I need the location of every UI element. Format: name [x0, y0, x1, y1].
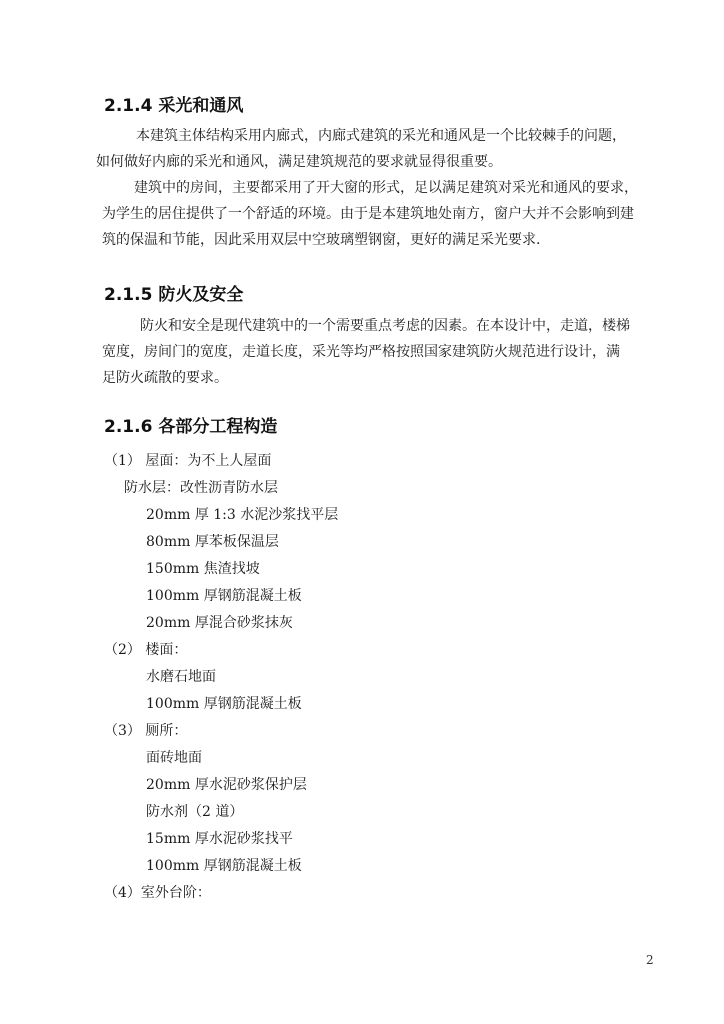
paragraph-line: 建筑中的房间，主要都采用了开大窗的形式，足以满足建筑对采光和通风的要求，: [134, 180, 638, 196]
paragraph-line: 如何做好内廊的采光和通风，满足建筑规范的要求就显得很重要。: [96, 154, 502, 170]
paragraph-line: 足防火疏散的要求。: [102, 370, 228, 386]
list-item: 80mm 厚苯板保温层: [146, 534, 279, 550]
section-heading-2-1-4: 2.1.4 采光和通风: [104, 96, 244, 116]
paragraph-line: 本建筑主体结构采用内廊式，内廊式建筑的采光和通风是一个比较棘手的问题，: [136, 128, 626, 144]
paragraph-line: 防火和安全是现代建筑中的一个需要重点考虑的因素。在本设计中，走道，楼梯: [140, 318, 630, 334]
paragraph-line: 宽度，房间门的宽度，走道长度，采光等均严格按照国家建筑防火规范进行设计，满: [102, 344, 620, 360]
list-item-toilet: （3） 厕所：: [104, 723, 188, 739]
list-item: 100mm 厚钢筋混凝土板: [146, 858, 302, 874]
paragraph-lighting-ventilation: [96, 123, 664, 253]
list-item: 20mm 厚混合砂浆抹灰: [146, 615, 293, 631]
paragraph-fire-safety: [104, 313, 664, 391]
paragraph-line: 为学生的居住提供了一个舒适的环境。由于是本建筑地处南方，窗户大并不会影响到建: [102, 206, 634, 222]
page-number: 2: [646, 953, 654, 967]
list-item: 100mm 厚钢筋混凝土板: [146, 588, 302, 604]
section-heading-2-1-6: 2.1.6 各部分工程构造: [104, 417, 278, 437]
list-item: 面砖地面: [146, 750, 202, 766]
list-item: 防水剂（2 道）: [146, 804, 244, 820]
list-item: 15mm 厚水泥砂浆找平: [146, 831, 293, 847]
list-item-floor: （2） 楼面：: [104, 642, 188, 658]
paragraph-line: 筑的保温和节能，因此采用双层中空玻璃塑钢窗，更好的满足采光要求.: [102, 232, 541, 248]
list-item: 150mm 焦渣找坡: [146, 561, 260, 577]
list-item-roof: （1） 屋面：为不上人屋面: [104, 453, 272, 469]
list-item: 防水层：改性沥青防水层: [124, 480, 278, 496]
list-item: 水磨石地面: [146, 669, 216, 685]
list-item: 100mm 厚钢筋混凝土板: [146, 696, 302, 712]
section-heading-2-1-5: 2.1.5 防火及安全: [104, 285, 244, 305]
list-item-outdoor-steps: （4）室外台阶：: [104, 885, 211, 901]
list-item: 20mm 厚 1:3 水泥沙浆找平层: [146, 507, 339, 523]
list-item: 20mm 厚水泥砂浆保护层: [146, 777, 307, 793]
